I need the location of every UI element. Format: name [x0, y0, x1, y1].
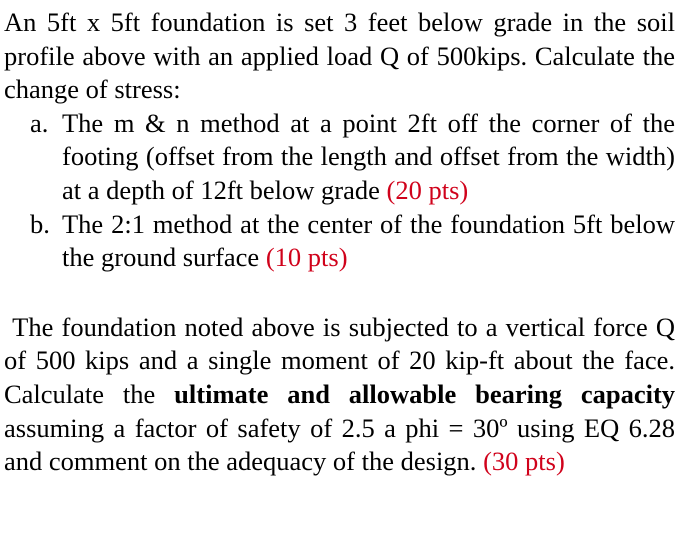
list-marker-b: b.	[30, 208, 50, 239]
problem-1-intro-text: An 5ft x 5ft foundation is set 3 feet below grade in the soil profile above with an applied load Q of 500kips. Calculate the change of stress:	[4, 7, 675, 105]
list-marker-a: a.	[30, 107, 49, 138]
list-item-a-text: The m & n method at a point 2ft off the corner of the footing (offset from the length and offset from the width) at a depth of 12ft below grade	[62, 107, 675, 205]
problem-2-text-end: assuming a factor of safety of 2.5 a phi = 30º using EQ 6.28 and comment on the adequacy of the design.	[4, 412, 675, 477]
list-item-a	[4, 107, 675, 208]
list-item-b-text: The 2:1 method at the center of the foundation 5ft below the ground surface	[62, 208, 675, 273]
points-badge-problem-2: (30 pts)	[483, 446, 565, 477]
document-page	[4, 6, 675, 479]
problem-2-text-start: The foundation noted above is subjected to a vertical force Q of 500 kips and a single moment of 20 kip-ft about the face. Calculate the	[4, 311, 675, 409]
problem-2-bold-phrase: ultimate and allowable bearing capacity	[174, 378, 676, 409]
points-badge-b: (10 pts)	[265, 242, 348, 273]
list-item-b	[4, 208, 675, 275]
problem-1-intro	[4, 6, 675, 107]
points-badge-a: (20 pts)	[386, 174, 469, 205]
problem-1-list	[4, 107, 675, 275]
problem-2-paragraph	[4, 311, 675, 479]
